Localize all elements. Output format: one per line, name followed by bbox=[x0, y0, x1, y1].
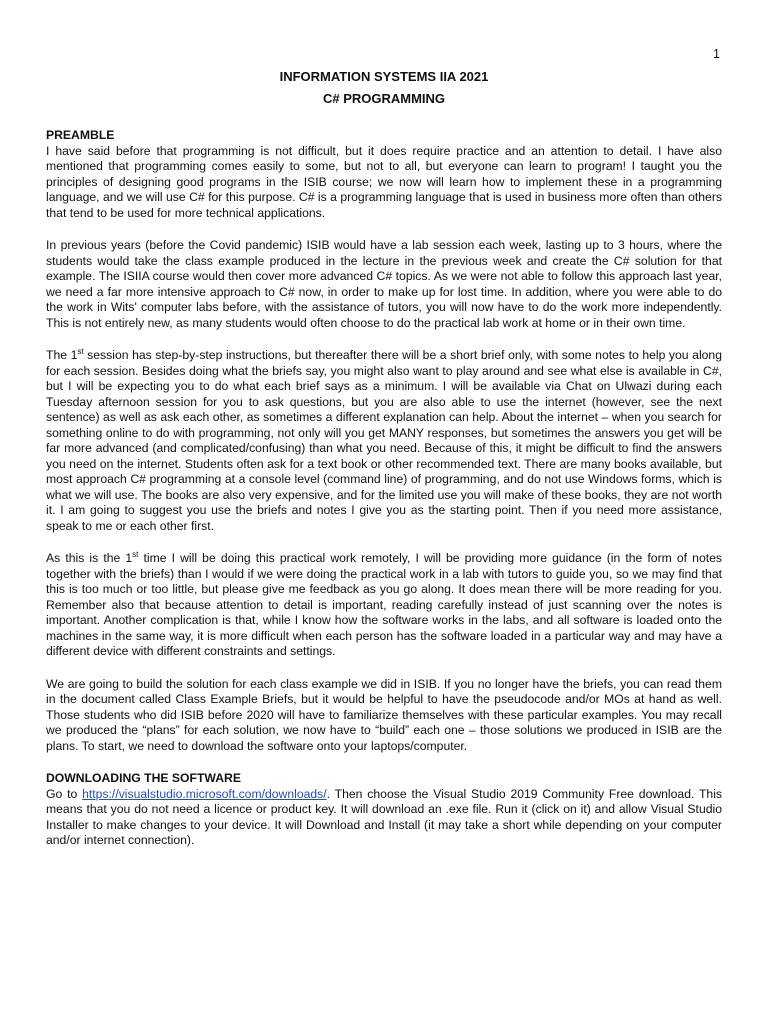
preamble-heading: PREAMBLE bbox=[46, 128, 115, 142]
paragraph-3-rest: session has step-by-step instructions, but thereafter there will be a short brief only, with some notes to help you along for each session. Besides doing what the briefs say, you might also want to play around and see what else is available in C#, but I will be expecting you to do what each brief says as a minimum. I will be available via Chat on Ulwazi during each Tuesday afternoon session for you to ask questions, but you are also able to use the internet (however, see the next sentence) as well as ask each other, as sometimes a different explanation can help. About the internet – when you search for something online to do with programming, not only will you get MANY responses, but sometimes the answers you get will be far more advanced (and complicated/confusing) than what you need. Because of this, it might be difficult to find the answers you need on the internet. Students often ask for a text book or other recommended text. There are many books available, but most approach C# programming at a console level (command line) of programming, and do not use Windows forms, which is what we will use. The books are also very expensive, and for the limited use you will make of these books, they are not worth it. I am going to suggest you use the briefs and notes I give you as the starting point. Then if you need more assistance, speak to me or each other first. bbox=[46, 348, 722, 533]
downloading-rest: . Then choose the Visual Studio 2019 Community Free download. This means that you do not need a licence or product key. It will download an .exe file. Run it (click on it) and allow Visual Studio Installer to make changes to your device. It will Download and Install (it may take a short while depending on your computer and/or internet connection). bbox=[46, 786, 723, 847]
downloading-paragraph bbox=[46, 787, 722, 849]
document-subtitle: C# PROGRAMMING bbox=[322, 91, 446, 106]
preamble-paragraph-1: I have said before that programming is not difficult, but it does require practice and an attention to detail. I have also mentioned that programming comes easily to some, but not to all, but everyone can learn to program! I taught you the principles of designing good programs in the ISIB course; we now will learn how to implement these in a programming language, and we will use C# for this purpose. C# is a programming language that is used in business more often than others that tend to be used for more technical applications. bbox=[46, 143, 722, 220]
title-block bbox=[46, 0, 722, 110]
paragraph-3-start: The 1 bbox=[46, 348, 78, 362]
downloading-heading: DOWNLOADING THE SOFTWARE bbox=[46, 771, 241, 785]
preamble-paragraph-3 bbox=[46, 348, 722, 534]
preamble-paragraph-5: We are going to build the solution for each class example we did in ISIB. If you no longer have the briefs, you can read them in the document called Class Example Briefs, but it would be helpful to have the pseudocode and/or MOs at hand as well. Those students who did ISIB before 2020 will have to familiarize themselves with these particular examples. You may recall we produced the “plans” for each solution, we now have to “build” each one – those solutions we produced in ISIB are the plans. To start, we need to download the software onto your laptops/computer. bbox=[46, 676, 722, 753]
preamble-paragraph-4 bbox=[46, 551, 722, 660]
page-number: 1 bbox=[713, 47, 720, 61]
ordinal-suffix: st bbox=[77, 346, 84, 356]
paragraph-4-rest: time I will be doing this practical work remotely, I will be providing more guidance (in the form of notes together with the briefs) than I would if we were doing the practical work in a lab with tutors to guide you, so we may find that this is too much or too little, but please give me feedback as you go along. It does mean there will be more reading for you. Remember also that because attention to detail is important, reading carefully instead of just scanning over the notes is important. Another complication is that, while I know how the software works in the labs, and all software is loaded onto the machines in the same way, it is more difficult when each person has the software loaded in a particular way and may have a different device with different constraints and settings. bbox=[46, 551, 722, 658]
paragraph-4-start: As this is the 1 bbox=[46, 551, 133, 565]
document-title: INFORMATION SYSTEMS IIA 2021 bbox=[279, 69, 489, 84]
visual-studio-download-link[interactable]: https://visualstudio.microsoft.com/downloads/ bbox=[82, 786, 327, 801]
downloading-start: Go to bbox=[46, 786, 83, 801]
ordinal-suffix: st bbox=[132, 549, 139, 559]
preamble-paragraph-2: In previous years (before the Covid pandemic) ISIB would have a lab session each week, lasting up to 3 hours, where the students would take the class example produced in the lecture in the previous week and create the C# solution for that example. The ISIIA course would then cover more advanced C# topics. As we were not able to follow this approach last year, we need a far more intensive approach to C# now, in order to make up for lost time. In addition, where you were able to do the work in Wits' computer labs before, with the assistance of tutors, you will now have to do the work more independently. This is not entirely new, as many students would often choose to do the practical lab work at home or in their own time. bbox=[46, 238, 722, 330]
